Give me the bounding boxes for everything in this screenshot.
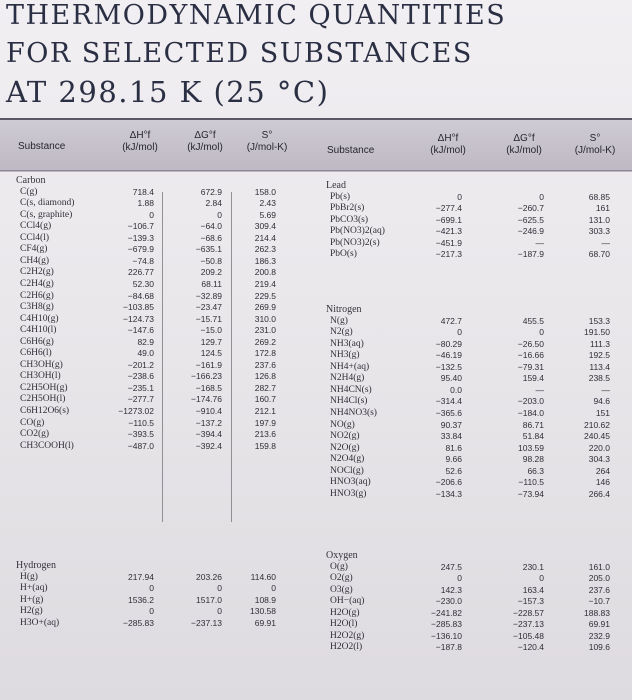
substance-name: C6H6(l) [20, 348, 52, 359]
substance-name: CH3OH(l) [20, 371, 61, 382]
entropy-value: 126.8 [254, 371, 276, 382]
substance-name: CH3COOH(l) [20, 440, 74, 451]
gibbs-value: −110.5 [518, 477, 544, 488]
enthalpy-value: −235.1 [127, 382, 154, 393]
entropy-value: 229.5 [254, 290, 276, 301]
substance-name: C2H4(g) [20, 278, 54, 289]
entropy-value: 266.4 [588, 488, 610, 499]
gibbs-value: 129.7 [200, 336, 222, 347]
gibbs-value: 0 [539, 327, 544, 338]
gibbs-value: −174.76 [191, 394, 222, 405]
substance-name: PbBr2(s) [330, 203, 365, 214]
enthalpy-value: −84.68 [127, 290, 154, 301]
entropy-value: 205.0 [588, 573, 610, 584]
gibbs-value: 2.84 [205, 198, 222, 209]
enthalpy-value: 247.5 [440, 561, 462, 572]
gibbs-value: 0 [217, 583, 222, 594]
enthalpy-value: 52.30 [132, 278, 154, 289]
substance-name: CCl4(g) [20, 221, 52, 232]
substance-name: NH3(aq) [330, 338, 364, 349]
enthalpy-value: 0 [149, 606, 154, 617]
enthalpy-value: −238.6 [127, 371, 154, 382]
enthalpy-value: −487.0 [127, 440, 154, 451]
substance-name: NO2(g) [330, 431, 360, 442]
substance-name: NH4NO3(s) [330, 407, 377, 418]
enthalpy-value: −124.73 [123, 313, 154, 324]
entropy-value: 151 [595, 407, 610, 418]
entropy-value: 161.0 [588, 561, 610, 572]
substance-name: CH3OH(g) [20, 359, 63, 370]
entropy-value: 113.4 [589, 361, 610, 372]
enthalpy-value: −217.3 [435, 249, 462, 260]
entropy-value: 232.9 [588, 630, 610, 641]
entropy-value: 130.58 [250, 606, 276, 617]
entropy-value: 282.7 [254, 382, 276, 393]
gibbs-value: 0 [539, 191, 544, 202]
entropy-value: −10.7 [588, 596, 610, 607]
gibbs-value: — [535, 384, 544, 395]
section-label: Hydrogen [16, 560, 56, 571]
substance-name: H2O2(l) [330, 642, 363, 653]
substance-name: NH4CN(s) [330, 384, 372, 395]
substance-name: Pb(s) [330, 191, 351, 202]
entropy-value: 146 [595, 477, 610, 488]
entropy-value: 304.3 [588, 454, 610, 465]
gibbs-value: −394.4 [195, 429, 222, 440]
gibbs-value: 0 [217, 209, 222, 220]
entropy-value: 131.0 [588, 214, 610, 225]
enthalpy-value: 0 [457, 327, 462, 338]
gibbs-value: −392.4 [195, 440, 222, 451]
entropy-value: 269.9 [254, 302, 276, 313]
section-label: Nitrogen [326, 304, 362, 315]
enthalpy-value: −314.4 [435, 396, 462, 407]
enthalpy-value: 95.40 [440, 373, 462, 384]
enthalpy-value: −679.9 [127, 244, 154, 255]
enthalpy-value: 1536.2 [128, 594, 154, 605]
substance-name: NH4+(aq) [330, 361, 370, 372]
substance-name: C(s, diamond) [20, 198, 75, 209]
entropy-value: 303.3 [588, 226, 610, 237]
header-s-right: S° (J/mol-K) [574, 133, 616, 156]
substance-name: H+(aq) [20, 583, 48, 594]
gibbs-value: 68.11 [201, 278, 222, 289]
substance-name: NOCl(g) [330, 465, 364, 476]
enthalpy-value: 217.94 [128, 571, 154, 582]
entropy-value: 5.69 [259, 209, 276, 220]
gibbs-value: 203.26 [196, 571, 222, 582]
enthalpy-value: −187.8 [435, 642, 462, 653]
enthalpy-value: 49.0 [137, 348, 154, 359]
enthalpy-value: −103.85 [123, 302, 154, 313]
enthalpy-value: 52.6 [445, 465, 462, 476]
gibbs-value: 209.2 [200, 267, 222, 278]
substance-name: C3H8(g) [20, 302, 54, 313]
substance-name: N2O(g) [330, 442, 360, 453]
gibbs-value: −32.89 [195, 290, 222, 301]
substance-name: H2O2(g) [330, 630, 365, 641]
header-dg-left: ΔG°f (kJ/mol) [187, 130, 223, 153]
gibbs-value: 163.4 [522, 584, 544, 595]
entropy-value: 186.3 [254, 255, 276, 266]
gibbs-value: −260.7 [517, 203, 544, 214]
header-dg-right: ΔG°f (kJ/mol) [506, 133, 542, 156]
substance-name: Pb(NO3)2(s) [330, 237, 380, 248]
substance-name: N2O4(g) [330, 454, 365, 465]
substance-name: H(g) [20, 571, 38, 582]
gibbs-value: 51.84 [522, 431, 544, 442]
enthalpy-value: −139.3 [127, 232, 154, 243]
gibbs-value: −15.71 [195, 313, 222, 324]
entropy-value: 210.62 [584, 419, 610, 430]
header-substance-right: Substance [327, 145, 375, 156]
substance-name: C6H12O6(s) [20, 406, 70, 416]
section-label: Lead [326, 180, 346, 191]
entropy-value: 264 [595, 465, 610, 476]
substance-name: NH3(g) [330, 350, 360, 361]
substance-name: C(g) [20, 186, 38, 197]
enthalpy-value: −241.82 [431, 607, 462, 618]
substance-name: CCl4(l) [20, 232, 50, 243]
entropy-value: 109.6 [588, 642, 610, 653]
entropy-value: 213.6 [254, 429, 276, 440]
substance-name: H2O(l) [330, 619, 358, 630]
substance-name: Pb(NO3)2(aq) [330, 226, 385, 237]
gibbs-value: 66.3 [527, 465, 544, 476]
enthalpy-value: 90.37 [440, 419, 462, 430]
gibbs-value: −246.9 [517, 226, 544, 237]
enthalpy-value: −451.9 [435, 237, 462, 248]
enthalpy-value: −110.5 [128, 417, 154, 428]
enthalpy-value: −74.8 [132, 255, 154, 266]
header-substance-left: Substance [18, 141, 66, 152]
entropy-value: 212.1 [254, 406, 276, 416]
substance-name: PbO(s) [330, 249, 357, 260]
entropy-value: 68.70 [588, 249, 610, 260]
substance-name: CO(g) [20, 417, 45, 428]
gibbs-value: −68.6 [200, 232, 222, 243]
entropy-value: 310.0 [254, 313, 276, 324]
title-line-2: FOR SELECTED SUBSTANCES [6, 38, 473, 69]
entropy-value: 158.0 [254, 186, 276, 197]
header-s-left: S° (J/mol-K) [246, 130, 288, 153]
gibbs-value: 0 [217, 606, 222, 617]
enthalpy-value: 0 [457, 191, 462, 202]
substance-name: C6H6(g) [20, 336, 54, 347]
gibbs-value: 0 [539, 573, 544, 584]
enthalpy-value: −285.83 [431, 619, 462, 630]
gibbs-value: −79.31 [517, 361, 544, 372]
enthalpy-value: −147.6 [127, 325, 154, 336]
gibbs-value: −168.5 [195, 382, 222, 393]
substance-name: C2H5OH(l) [20, 394, 66, 405]
substance-name: CO2(g) [20, 429, 50, 440]
substance-name: PbCO3(s) [330, 214, 369, 225]
gibbs-value: −120.4 [517, 642, 544, 653]
substance-name: CF4(g) [20, 244, 48, 255]
entropy-value: 160.7 [254, 394, 276, 405]
enthalpy-value: 472.7 [440, 315, 462, 326]
enthalpy-value: −1273.02 [118, 406, 154, 416]
substance-name: N2(g) [330, 327, 353, 338]
enthalpy-value: −365.6 [435, 407, 462, 418]
column-rule [231, 192, 232, 522]
substance-name: O2(g) [330, 573, 353, 584]
entropy-value: 214.4 [254, 232, 276, 243]
substance-name: CH4(g) [20, 255, 50, 266]
entropy-value: 159.8 [254, 440, 276, 451]
substance-name: O(g) [330, 561, 348, 572]
enthalpy-value: 0.0 [450, 384, 462, 395]
enthalpy-value: −277.7 [127, 394, 154, 405]
substance-name: HNO3(aq) [330, 477, 371, 488]
substance-name: C4H10(g) [20, 313, 59, 324]
gibbs-value: −161.9 [195, 359, 222, 370]
entropy-value: 240.45 [584, 431, 610, 442]
enthalpy-value: −206.6 [435, 477, 462, 488]
substance-name: C2H2(g) [20, 267, 54, 278]
gibbs-value: −166.23 [191, 371, 222, 382]
gibbs-value: −23.47 [195, 302, 222, 313]
gibbs-value: −26.50 [517, 338, 544, 349]
gibbs-value: 1517.0 [196, 594, 222, 605]
entropy-value: 231.0 [254, 325, 276, 336]
entropy-value: 172.8 [254, 348, 276, 359]
gibbs-value: −157.3 [517, 596, 544, 607]
entropy-value: 192.5 [588, 350, 610, 361]
gibbs-value: — [535, 237, 544, 248]
gibbs-value: −187.9 [517, 249, 544, 260]
gibbs-value: −64.0 [200, 221, 222, 232]
substance-name: H2O(g) [330, 607, 360, 618]
entropy-value: 220.0 [588, 442, 610, 453]
enthalpy-value: −134.3 [435, 488, 462, 499]
enthalpy-value: 81.6 [445, 442, 462, 453]
substance-name: OH−(aq) [330, 596, 365, 607]
entropy-value: 0 [271, 583, 276, 594]
enthalpy-value: 33.84 [440, 431, 462, 442]
entropy-value: 238.5 [588, 373, 610, 384]
entropy-value: 188.83 [584, 607, 610, 618]
entropy-value: 68.85 [588, 191, 610, 202]
substance-name: O3(g) [330, 584, 353, 595]
entropy-value: 69.91 [254, 617, 276, 628]
entropy-value: 69.91 [588, 619, 610, 630]
substance-name: N2H4(g) [330, 373, 365, 384]
substance-name: C2H5OH(g) [20, 382, 68, 393]
gibbs-value: −228.57 [513, 607, 544, 618]
substance-name: HNO3(g) [330, 488, 367, 499]
entropy-value: 161 [595, 203, 610, 214]
entropy-value: — [601, 237, 610, 248]
header-dh-right: ΔH°f (kJ/mol) [430, 133, 466, 156]
gibbs-value: −625.5 [517, 214, 544, 225]
gibbs-value: −184.0 [517, 407, 544, 418]
enthalpy-value: 1.88 [137, 198, 154, 209]
enthalpy-value: 0 [149, 209, 154, 220]
enthalpy-value: −132.5 [435, 361, 462, 372]
entropy-value: 108.9 [254, 594, 276, 605]
gibbs-value: −203.0 [517, 396, 544, 407]
enthalpy-value: 0 [149, 583, 154, 594]
entropy-value: 237.6 [254, 359, 276, 370]
substance-name: NO(g) [330, 419, 355, 430]
header-divider [0, 170, 632, 171]
substance-name: NH4Cl(s) [330, 396, 368, 407]
title-line-3: AT 298.15 K (25 °C) [6, 75, 330, 109]
enthalpy-value: −277.4 [435, 203, 462, 214]
gibbs-value: −50.8 [200, 255, 222, 266]
gibbs-value: −73.94 [517, 488, 544, 499]
gibbs-value: 124.5 [200, 348, 222, 359]
substance-name: C4H10(l) [20, 325, 57, 336]
substance-name: C(s, graphite) [20, 209, 73, 220]
header-dh-left: ΔH°f (kJ/mol) [122, 130, 158, 153]
enthalpy-value: 226.77 [128, 267, 154, 278]
gibbs-value: 103.59 [518, 442, 544, 453]
substance-name: C2H6(g) [20, 290, 54, 301]
enthalpy-value: 82.9 [137, 336, 154, 347]
enthalpy-value: −230.0 [435, 596, 462, 607]
enthalpy-value: −699.1 [435, 214, 462, 225]
gibbs-value: −237.13 [191, 617, 222, 628]
section-label: Oxygen [326, 550, 358, 561]
gibbs-value: 455.5 [522, 315, 544, 326]
gibbs-value: −910.4 [195, 406, 222, 416]
entropy-value: 309.4 [254, 221, 276, 232]
entropy-value: — [601, 384, 610, 395]
enthalpy-value: −285.83 [123, 617, 154, 628]
gibbs-value: −15.0 [200, 325, 222, 336]
enthalpy-value: −80.29 [435, 338, 462, 349]
section-label: Carbon [16, 175, 46, 186]
substance-name: H+(g) [20, 594, 44, 605]
entropy-value: 94.6 [593, 396, 610, 407]
substance-name: H3O+(aq) [20, 617, 60, 628]
substance-name: H2(g) [20, 606, 43, 617]
gibbs-value: −137.2 [195, 417, 222, 428]
substance-name: N(g) [330, 315, 348, 326]
entropy-value: 2.43 [259, 198, 276, 209]
gibbs-value: 159.4 [522, 373, 544, 384]
entropy-value: 191.50 [584, 327, 610, 338]
column-rule [162, 192, 163, 522]
gibbs-value: −16.66 [517, 350, 544, 361]
enthalpy-value: −106.7 [127, 221, 154, 232]
entropy-value: 200.8 [254, 267, 276, 278]
enthalpy-value: −136.10 [431, 630, 462, 641]
enthalpy-value: −201.2 [127, 359, 154, 370]
gibbs-value: 86.71 [522, 419, 544, 430]
entropy-value: 237.6 [588, 584, 610, 595]
gibbs-value: −105.48 [513, 630, 544, 641]
enthalpy-value: 142.3 [440, 584, 462, 595]
entropy-value: 111.3 [589, 338, 610, 349]
enthalpy-value: 0 [457, 573, 462, 584]
entropy-value: 262.3 [254, 244, 276, 255]
enthalpy-value: 9.66 [445, 454, 462, 465]
enthalpy-value: −393.5 [127, 429, 154, 440]
entropy-value: 114.60 [250, 571, 276, 582]
entropy-value: 197.9 [254, 417, 276, 428]
enthalpy-value: −46.19 [435, 350, 462, 361]
gibbs-value: 230.1 [522, 561, 544, 572]
gibbs-value: −635.1 [195, 244, 222, 255]
enthalpy-value: −421.3 [435, 226, 462, 237]
entropy-value: 153.3 [588, 315, 610, 326]
title-line-1: THERMODYNAMIC QUANTITIES [6, 0, 507, 31]
gibbs-value: 98.28 [522, 454, 544, 465]
gibbs-value: 672.9 [200, 186, 222, 197]
entropy-value: 269.2 [254, 336, 276, 347]
enthalpy-value: 718.4 [132, 186, 154, 197]
entropy-value: 219.4 [254, 278, 276, 289]
gibbs-value: −237.13 [513, 619, 544, 630]
